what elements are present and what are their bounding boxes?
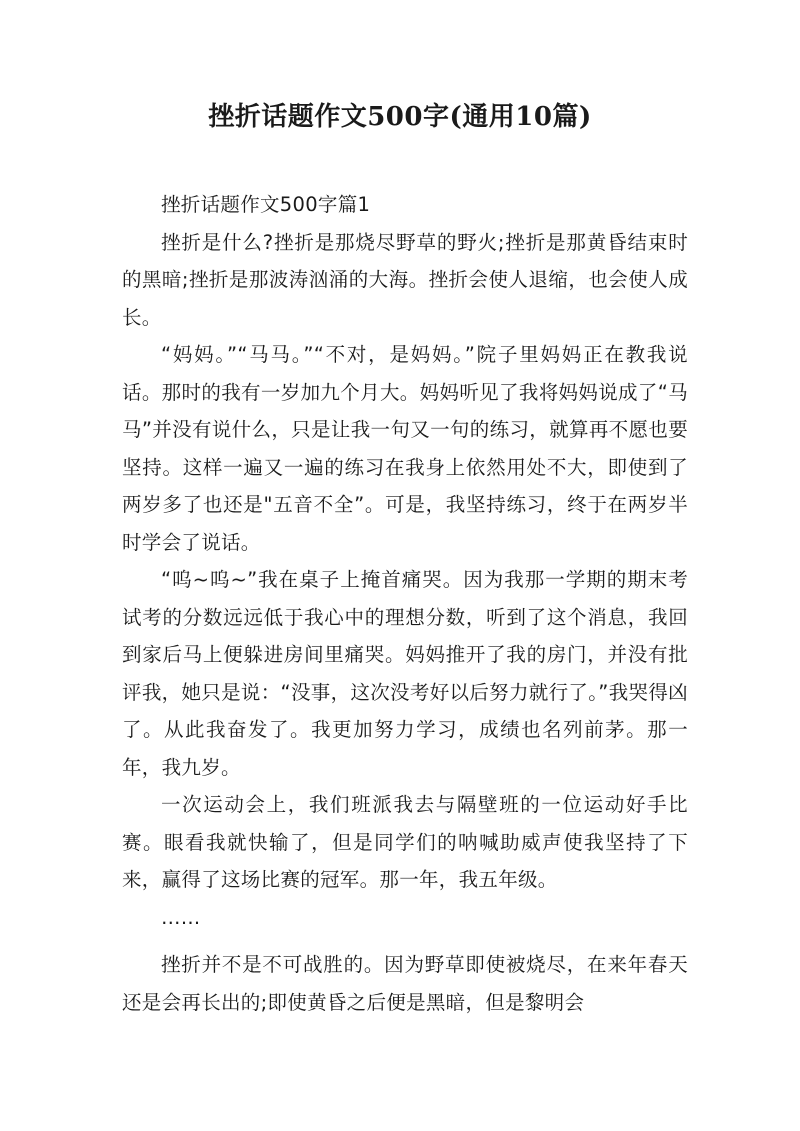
document-body — [122, 186, 688, 1021]
paragraph-4: 一次运动会上，我们班派我去与隔壁班的一位运动好手比赛。眼看我就快输了，但是同学们的呐喊助威声使我坚持了下来，赢得了这场比赛的冠军。那一年，我五年级。 — [122, 793, 688, 891]
paragraph-1: 挫折是什么?挫折是那烧尽野草的野火;挫折是那黄昏结束时的黑暗;挫折是那波涛汹涌的大海。挫折会使人退缩，也会使人成长。 — [122, 230, 688, 329]
document-title: 挫折话题作文500字(通用10篇) — [208, 102, 592, 132]
section-heading: 挫折话题作文500字篇1 — [161, 193, 371, 216]
paragraph-3: “呜~呜~”我在桌子上掩首痛哭。因为我那一学期的期末考试考的分数远远低于我心中的理想分数，听到了这个消息，我回到家后马上便躲进房间里痛哭。妈妈推开了我的房门，并没有批评我，她只是说：“没事，这次没考好以后努力就行了。”我哭得凶了。从此我奋发了。我更加努力学习，成绩也名列前茅。那一年，我九岁。 — [122, 568, 688, 779]
paragraph-2: “妈妈。”“马马。”“不对，是妈妈。”院子里妈妈正在教我说话。那时的我有一岁加九个月大。妈妈听见了我将妈妈说成了“马马”并没有说什么，只是让我一句又一句的练习，就算再不愿也要坚持。这样一遍又一遍的练习在我身上依然用处不大，即使到了两岁多了也还是"五音不全”。可是，我坚持练习，终于在两岁半时学会了说话。 — [122, 343, 688, 554]
ellipsis-paragraph: …… — [161, 905, 201, 929]
paragraph-5: 挫折并不是不可战胜的。因为野草即使被烧尽，在来年春天还是会再长出的;即使黄昏之后便是黑暗，但是黎明会 — [122, 953, 688, 1014]
